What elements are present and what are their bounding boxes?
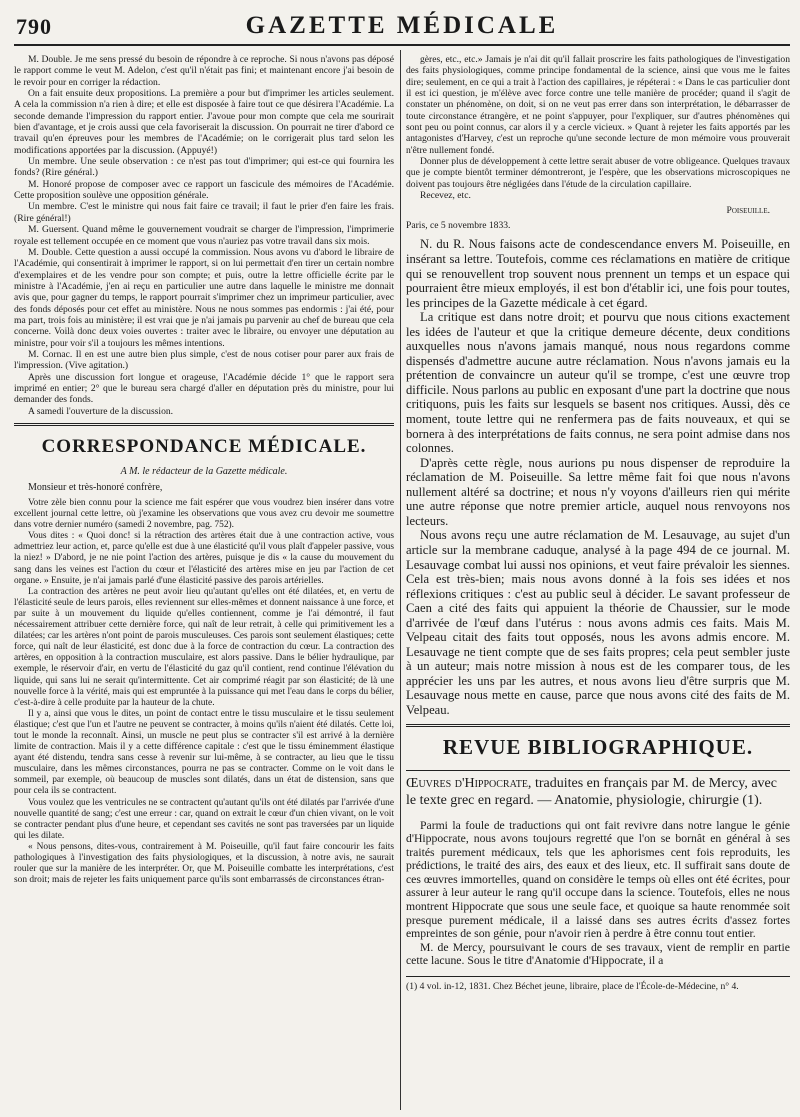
letter-continuation [406,54,790,201]
paragraph: D'après cette règle, nous aurions pu nous dispenser de reproduire la réclamation de M. Poiseuille. Sa lettre même fait foi que nous n'avons nullement altéré sa doctrine; et nous n'y voyons d'ailleurs rien qui mérite une autre réponse que notre premier article, auquel nous renvoyons nos lecteurs. [406,455,790,528]
letter-signature: Poiseuille. [726,205,770,217]
letter-date: Paris, ce 5 novembre 1833. [406,220,511,232]
section-separator [14,423,394,426]
paragraph: M. Double. Cette question a aussi occupé la commission. Nous avons vu d'abord le libraire de l'Académie, qui consentirait à imprimer le rapport, si on lui permettait d'en tirer un certain nombre d'exemplaires et de les vendre pour son compte; et puis, outre la lettre officielle écrite par le ministre à l'Académie, j'en ai reçu en particulier une autre dans laquelle le ministre me donnait avis que, pour gagner du temps, le rapport pourrait s'imprimer chez un imprimeur particulier, avec des fonds déposés pour cet effet au ministère. Nous ne nous sommes pas endormis : j'ai été, pour ma part, trois fois au ministère; il est vrai que je n'ai jamais pu parvenir au chef de bureau que cela concerne. Voilà donc deux voies ouvertes : traiter avec le libraire, ou envoyer une députation au ministre, pour voir s'il a toujours les mêmes intentions. [14,246,394,349]
paragraph: M. Honoré propose de composer avec ce rapport un fascicule des mémoires de l'Académie. Cette proposition soulève une opposition générale. [14,178,394,202]
paragraph: M. Cornac. Il en est une autre bien plus simple, c'est de nous cotiser pour parer aux frais de l'impression. (Vive agitation.) [14,348,394,372]
right-column [406,54,790,992]
paragraph: Recevez, etc. [420,190,471,202]
paragraph: Donner plus de développement à cette lettre serait abuser de votre obligeance. Quelques travaux que je compte bientôt terminer démontreront, je l'espère, que les observations microscopiques ne doivent pas toujours être négligées dans l'étude de la circulation capillaire. [406,156,790,190]
paragraph: Un membre. C'est le ministre qui nous fait faire ce travail; il faut le prier d'en faire les frais. (Rire général!) [14,201,394,224]
paragraph: Votre zèle bien connu pour la science me fait espérer que vous voudrez bien insérer dans votre excellent journal cette lettre, où j'examine les observations que vous avez cru devoir me soumettre dans votre dernier numéro (samedi 2 novembre, pag. 752). [14,498,394,531]
revue-title: REVUE BIBLIOGRAPHIQUE. [442,734,754,759]
paragraph: Parmi la foule de traductions qui ont fait revivre dans notre langue le génie d'Hippocrate, nous avons toujours regretté que l'on se bornât en général à ses traités purement médicaux, tels que les aphorismes cent fois reproduits, les prédictions, le traité des airs, des eaux et des lieux, etc. Il suffirait sans doute de ces œuvres immortelles, quand on considère le temps où elles ont été écrites, pour assurer à leur auteur le rang qu'il occupe dans la science. Toutefois, elles ne nous montrent Hippocrate que sous une seule face, et quoique sa haute renommée soit presque purement médicale, il a laissé dans ses autres écrits d'assez fortes empreintes de son génie, pour n'avoir rien à perdre à être connu tout entier. [406,818,790,941]
paragraph: A samedi l'ouverture de la discussion. [28,405,174,417]
paragraph: M. Guersent. Quand même le gouvernement voudrait se charger de l'impression, l'imprimerie royale est tellement occupée en ce moment que vous n'auriez pas votre travail dans six mois. [14,224,394,247]
correspondance-title: CORRESPONDANCE MÉDICALE. [41,436,367,457]
review-body [406,819,790,969]
editor-note [406,237,790,717]
paragraph: N. du R. Nous faisons acte de condescendance envers M. Poiseuille, en insérant sa lettre. Toutefois, comme ces réclamations en matière de critique qui se renouvellent trop souvent nous prennent un temps et un espace qui pourraient être mieux employés, il est bon d'établir ici, une fois pour toutes, les principes de la Gazette médicale à cet égard. [406,237,790,310]
paragraph: Il y a, ainsi que vous le dites, un point de contact entre le tissu musculaire et le tissu seulement élastique; c'est que l'un et l'autre ne peuvent se contracter, à moins qu'ils n'aient été dilatés. Cette loi, tout le monde la reconnaît. Ainsi, un muscle ne peut plus se contracter s'il est arrivé à la dernière limite de contraction. Mais il y a cette différence capitale : c'est que le tissu éminemment élastique ayant été distendu, tendra sans cesse à revenir sur lui-même, à se contracter, au lieu que le tissu musculaire, dans les mêmes circonstances, pourra ne pas se contracter. Comme on le voit dans le sommeil, par exemple, où beaucoup de muscles sont dilatés, dans un état de distension, sans que pour cela ils se contractent. [14,708,394,797]
book-title: Œuvres d'Hippocrate, [406,775,532,791]
book-heading [406,775,790,809]
section-separator [406,724,790,727]
left-column [14,54,394,886]
page-number: 790 [16,14,52,39]
title-rule [406,770,790,771]
letter-body [14,498,394,886]
paragraph: Vous dites : « Quoi donc! si la rétraction des artères était due à une contraction active, vous admettriez leur action, et, parce qu'elle est due à une élasticité qu'il vous plaît d'appeler passive, vous la niez! » D'abord, je ne nie point l'action des artères, puisque je dis « la cause du mouvement du sang dans les veines est l'action du cœur et l'élasticité des artères mise en jeu par l'action de cet organe. » Ensuite, je n'ai jamais parlé d'une élasticité passive des parois artérielles. [14,531,394,586]
column-divider [400,50,401,1110]
letter-addressee: A M. le rédacteur de la Gazette médicale. [120,466,288,477]
page-header [14,10,790,46]
footnote: (1) 4 vol. in-12, 1831. Chez Béchet jeune, libraire, place de l'École-de-Médecine, n° 4. [406,976,790,992]
paragraph: Nous avons reçu une autre réclamation de M. Lesauvage, au sujet d'un article sur la membrane caduque, analysé à la page 494 de ce journal. M. Lesauvage combat lui aussi nos opinions, et veut faire prévaloir les siennes. Cela est très-bien; mais nous avons donné à la fois ses idées et nos réflexions critiques : c'est au public seul à décider. Le savant professeur de Caen a cité des faits qui appuient la théorie de Chaussier, sur le mode d'arrivée de l'œuf dans l'utérus : nous avons admis ces faits. Mais M. Velpeau citait des faits tout opposés, nous les avons admis encore. M. Lesauvage ne tient compte que de ses faits propres; cela peut sembler juste à un auteur; mais notre mission à nous est de les comparer tous, de les apprécier les uns par les autres, et nous avons lieu d'être surpris que M. Lesauvage nous mette en cause, parce que nous avons cité des faits de M. Velpeau. [406,528,790,717]
paragraph: M. Double. Je me sens pressé du besoin de répondre à ce reproche. Si nous n'avons pas déposé le rapport comme le veut M. Adelon, c'est qu'il n'était pas fini; et maintenant encore j'ai besoin de le revoir pour en corriger la rédaction. [14,54,394,88]
paragraph: Un membre. Une seule observation : ce n'est pas tout d'imprimer; qui est-ce qui fournira les fonds? (Rire général.) [14,156,394,179]
paragraph: M. de Mercy, poursuivant le cours de ses travaux, vient de remplir en partie cette lacune. Sous le titre d'Anatomie d'Hippocrate, il a [406,940,790,968]
paragraph: La critique est dans notre droit; et pourvu que nous citions exactement les idées de l'auteur et que la critique demeure décente, deux conditions auxquelles nous n'avons jamais manqué, nous nous regardons comme dispensés d'admettre aucune autre réclamation. Nous n'avons jamais eu la prétention de convaincre un auteur qu'il se trompe, c'est une œuvre trop difficile. Nous parlons au public en exposant d'une part la doctrine que nous critiquons, puis les faits sur lesquels se basent nos critiques. Aussi, dès ce moment, toute lettre qui ne renfermera pas de faits nouveaux, et qui se bornera à des interprétations de faits connus, ne sera point admise dans nos colonnes. [406,310,790,456]
book-subtitle: traduites en français par M. de Mercy, avec le texte grec en regard. — Anatomie, physiologie, chirurgie (1). [406,775,777,808]
paragraph: Après une discussion fort longue et orageuse, l'Académie décide 1° que le rapport sera imprimé en entier; 2° que le bureau sera chargé d'aller en députation près du ministre, pour lui demander des fonds. [14,371,394,406]
paragraph: La contraction des artères ne peut avoir lieu qu'autant qu'elles ont été dilatées, et, en vertu de l'élasticité seule de leurs parois, elles reviennent sur elles-mêmes et donnent naissance à une force, et par suite à un mouvement du liquide qu'elles contiennent, comme je l'ai démontré, il faut nécessairement attribuer cette dernière force, qui naît de leur retrait, à celle qui primitivement les a dilatées; car les artères n'ont point de parois musculeuses. Ces parois sont seulement élastiques; cette force, qui naît de leur élasticité, est donc due à la force de contraction du cœur. La contraction des artères, en opposition à la contraction musculaire, est alors passive. Dans le bélier hydraulique, par exemple, le réservoir d'air, en vertu de l'élasticité du gaz qu'il contient, rend continue l'élévation du liquide, qui sans lui ne serait qu'intermittente. Cet air comprimé réagit par son élasticité; de là une nouvelle force à la vérité, mais qui est empruntée à la puissance qui met l'eau dans le corps du bélier, c'est-à-dire à celle produite par la hauteur de la chute. [14,586,394,708]
paragraph: On a fait ensuite deux propositions. La première a pour but d'imprimer les articles seulement. A cela la commission n'a rien à dire; et elle est disposée à faire tout ce que désirera l'Académie. La seconde demande l'impression du rapport entier. J'avoue pour mon compte que cela me sourirait bien d'avantage, et je crois aussi que cela favoriserait la discussion. On pourrait ne tirer d'abord ce travail qu'en épreuves pour les membres de l'Académie; on le corrigerait plus tard selon les modifications apportées par la discussion. (Appuyé!) [14,88,394,156]
newspaper-page [14,10,790,1110]
paragraph: gères, etc., etc.» Jamais je n'ai dit qu'il fallait proscrire les faits pathologiques de l'investigation des faits physiologiques, comme principe fondamental de la science, ainsi que vous me le faites dire; seulement, en ce qui a trait à l'action des capillaires, je répéterai : « Dans le cas particulier dont il est ici question, je m'élève avec force contre une telle manière de procéder; quand il s'agit de constater un phénomène, on doit, si on ne veut pas errer dans son interprétation, le débarrasser de toute circonstance étrangère, et ne point s'appuyer, pour l'expliquer, sur d'autres phénomènes qui sont peu ou point connus, car alors il y a cercle vicieux. » Quant à rejeter les faits apportés par les antagonistes d'Harvey, c'est un reproche qu'une seconde lecture de mon mémoire vous prouverait n'être nullement fondé. [406,54,790,156]
paragraph: Vous voulez que les ventricules ne se contractent qu'autant qu'ils ont été dilatés par l'arrivée d'une nouvelle quantité de sang; c'est une erreur : car, quand on extrait le cœur d'un chien vivant, on le voit se contracter pendant plus d'une heure, et cependant ses cavités ne sont pas traversées par un liquide qui les dilate. [14,797,394,841]
paragraph: « Nous pensons, dites-vous, contrairement à M. Poiseuille, qu'il faut faire concourir les faits pathologiques à l'investigation des faits physiologiques, et la discussion, à notre avis, ne saurait rouler que sur la manière de les interpréter. Or, que M. Poiseuille combatte les interprétations, c'est son droit; mais de rejeter les faits uniquement parce qu'ils sont embarrassés de circonstances étran- [14,841,394,886]
academy-discussion [14,54,394,417]
journal-title: GAZETTE MÉDICALE [245,12,559,39]
letter-salutation: Monsieur et très-honoré confrère, [28,482,163,493]
